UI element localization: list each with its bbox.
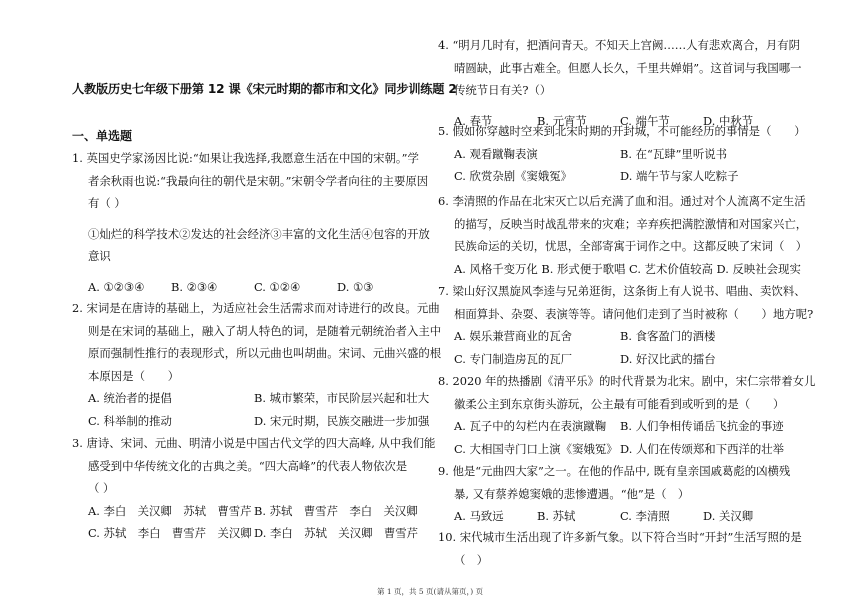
question-text-line: 晴圆缺，此事古难全。但愿人长久，千里共婵娟”。这首词与我国哪一: [454, 60, 802, 75]
answer-options: [72, 522, 422, 545]
option-a[interactable]: A. 瓦子中的勾栏内在表演蹴鞠: [454, 419, 607, 433]
question-text-line: 6. 李清照的作品在北宋灭亡以后充满了血和泪。通过对个人流离不定生活: [438, 194, 806, 208]
option-d[interactable]: D. 李白 苏轼 关汉卿 曹雪芹: [254, 526, 419, 540]
question-3: [72, 432, 436, 545]
question-text-line: 2. 宋词是在唐诗的基础上，为适应社会生活需求而对诗进行的改良。元曲: [72, 301, 440, 315]
answer-options: [438, 415, 798, 438]
page-footer: 第 1 页，共 5 页(请从第页，) 页: [376, 587, 484, 596]
question-text-line: 则是在宋词的基础上，融入了胡人特色的词，是随着元朝统治者入主中: [88, 323, 442, 338]
question-text-line: 1. 英国史学家汤因比说:“如果让我选择,我愿意生活在中国的宋朝。”学: [72, 151, 419, 165]
question-text-line: 的描写，反映当时战乱带来的灾难；辛弃疾把满腔激情和对国家兴亡，: [454, 216, 808, 231]
option-c[interactable]: C. 大相国寺门口上演《窦娥冤》: [454, 441, 618, 456]
question-text-line: 感受到中华传统文化的古典之美。“四大高峰”的代表人物依次是: [88, 458, 408, 473]
right-column: [430, 0, 860, 608]
question-text-line: 7. 梁山好汉黑旋风李逵与兄弟逛街，这条街上有人说书、唱曲、卖饮料、: [438, 284, 806, 298]
option-c[interactable]: C. 科举制的推动: [88, 413, 172, 428]
option-a[interactable]: A. 统治者的提倡: [88, 391, 172, 405]
question-9: [438, 460, 798, 528]
question-6: [438, 190, 808, 280]
option-b[interactable]: B. 苏轼: [537, 509, 576, 523]
question-text-line: 原而强制性推行的表现形式，所以元曲也叫胡曲。宋词、元曲兴盛的根: [88, 346, 442, 360]
answer-options: [438, 348, 798, 371]
option-c[interactable]: C. 李清照: [620, 509, 670, 523]
question-2: [72, 297, 442, 432]
option-c[interactable]: C. 专门制造房瓦的瓦厂: [454, 351, 573, 366]
option-a[interactable]: A. 娱乐兼营商业的瓦舍: [454, 329, 572, 343]
option-a[interactable]: A. 观看蹴鞠表演: [454, 146, 538, 161]
question-5: [438, 120, 806, 188]
option-c[interactable]: C. 欣赏杂剧《窦娥冤》: [454, 169, 573, 183]
question-1: [72, 147, 430, 298]
page-title: 人教版历史七年级下册第 12 课《宋元时期的都市和文化》同步训练题 2: [72, 82, 457, 96]
question-text-line: 徽柔公主到东京街头游玩，公主最有可能看到或听到的是（ ）: [454, 396, 785, 411]
question-text-line: 10. 宋代城市生活出现了许多新气象。以下符合当时“开封”生活写照的是: [438, 530, 802, 544]
answer-options: [72, 500, 422, 523]
option-b[interactable]: B. 苏轼 曹雪芹 李白 关汉卿: [254, 503, 418, 518]
answer-options: [438, 143, 798, 166]
answer-options: [438, 325, 798, 348]
question-text-line: 4. “明月几时有，把酒问青天。不知天上宫阙……人有悲欢离合，月有阴: [438, 38, 801, 52]
question-text-line: 本原因是（ ）: [88, 368, 180, 383]
question-text-line: 传统节日有关?（）: [454, 83, 552, 97]
question-text-line: 相面算卦、杂耍、表演等等。请问他们走到了当时被称（ ）地方呢?: [454, 306, 814, 321]
answer-options: [72, 410, 430, 433]
section-heading: 一、单选题: [72, 129, 133, 143]
option-d[interactable]: D. 人们在传颂郑和下西洋的壮举: [620, 441, 785, 456]
answer-options: [438, 505, 798, 528]
option-d[interactable]: D. 宋元时期，民族交融进一步加强: [254, 413, 430, 428]
question-text-line: 暴, 又有蔡养媳窦娥的悲惨遭遇。“他”是（ ）: [454, 486, 690, 501]
question-8: [438, 370, 816, 460]
question-text-line: 5. 假如你穿越时空来到北宋时期的开封城，不可能经历的事情是（ ）: [438, 124, 806, 138]
question-text-line: 有（ ）: [88, 196, 126, 210]
question-text-line: （ ）: [454, 552, 489, 567]
option-b[interactable]: B. 城市繁荣，市民阶层兴起和壮大: [254, 391, 430, 405]
answer-options: [72, 387, 430, 410]
option-b[interactable]: B. ②③④: [171, 279, 218, 294]
question-text-line: 3. 唐诗、宋词、元曲、明清小说是中国古代文学的四大高峰, 从中我们能: [72, 436, 436, 450]
option-a[interactable]: A. 马致远: [454, 509, 504, 523]
question-text-line: 民族命运的关切，忧思，全部寄寓于词作之中。这都反映了宋词（ ）: [454, 239, 808, 253]
option-c[interactable]: C. 端午节: [620, 113, 670, 128]
question-text-line: ①灿烂的科学技术②发达的社会经济③丰富的文化生活④包容的开放: [88, 226, 430, 241]
option-d[interactable]: D. ①③: [337, 279, 374, 294]
option-d[interactable]: D. 端午节与家人吃粽子: [620, 169, 739, 183]
option-b[interactable]: B. 食客盈门的酒楼: [620, 329, 716, 343]
option-d[interactable]: D. 中秋节: [703, 113, 754, 128]
option-b[interactable]: B. 人们争相传诵岳飞抗金的事迹: [620, 419, 784, 433]
question-text-line: 9. 他是“元曲四大家”之一。在他的作品中, 既有皇亲国戚葛彪的凶横残: [438, 464, 791, 478]
answer-options: [438, 165, 798, 188]
question-4: [438, 34, 802, 132]
answer-options: [438, 438, 798, 461]
option-b[interactable]: B. 元宵节: [537, 113, 587, 128]
option-b[interactable]: B. 在“瓦肆”里听说书: [620, 146, 727, 161]
question-text-line: （ ）: [88, 481, 115, 495]
question-text-line: 者余秋雨也说:“我最向往的朝代是宋朝。”宋朝令学者向往的主要原因: [88, 173, 429, 188]
question-text-line: 8. 2020 年的热播剧《清平乐》的时代背景为北宋。剧中，宋仁宗带着女儿: [438, 374, 816, 388]
option-d[interactable]: D. 好汉比武的擂台: [620, 351, 716, 366]
option-a[interactable]: A. 李白 关汉卿 苏轼 曹雪芹: [88, 503, 252, 518]
answer-options: [72, 276, 422, 299]
option-d[interactable]: D. 关汉卿: [703, 509, 754, 523]
question-10: [438, 526, 802, 571]
question-text-line: 意识: [88, 249, 111, 263]
option-a[interactable]: A. ①②③④: [88, 279, 145, 294]
option-c[interactable]: C. 苏轼 李白 曹雪芹 关汉卿: [88, 526, 252, 540]
option-a[interactable]: A. 春节: [454, 113, 493, 128]
option-list[interactable]: A. 风格千变万化 B. 形式便于歌唱 C. 艺术价值较高 D. 反映社会现实: [454, 261, 801, 276]
option-c[interactable]: C. ①②④: [254, 279, 301, 294]
answer-options: [438, 258, 801, 281]
question-7: [438, 280, 814, 370]
